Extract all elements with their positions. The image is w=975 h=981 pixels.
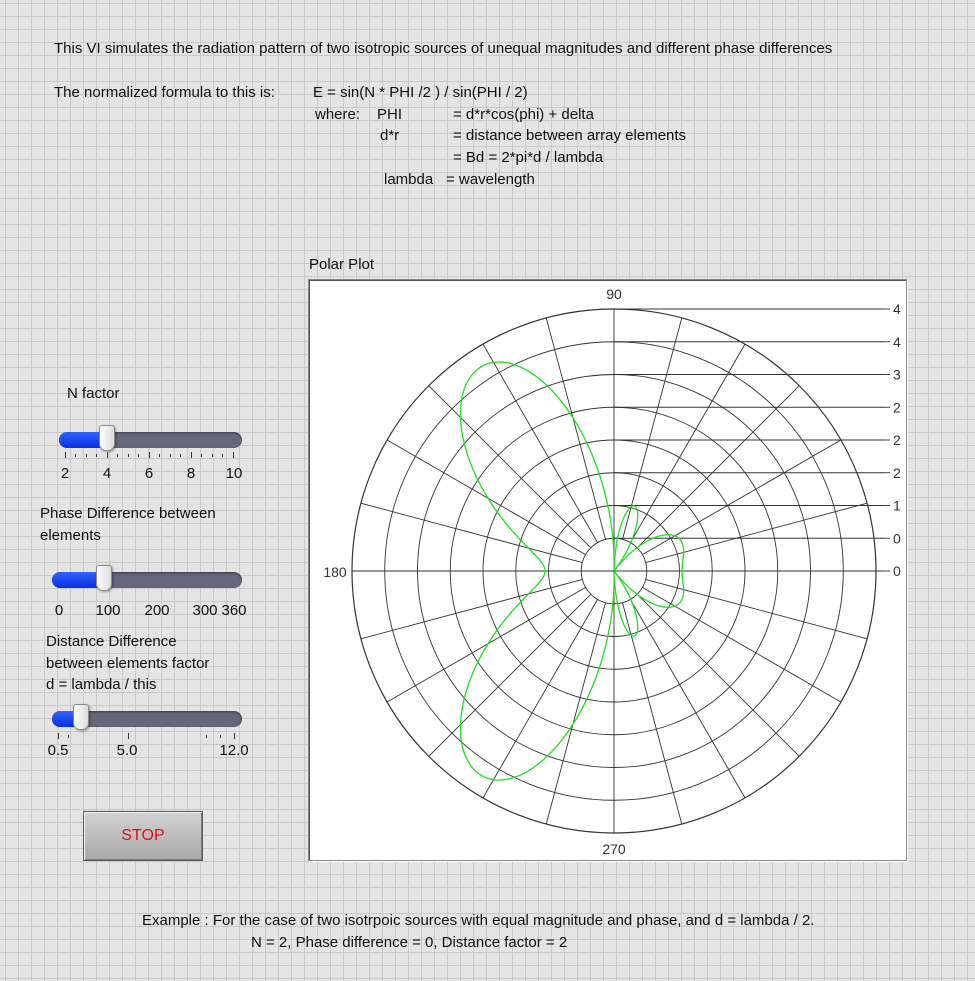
distance-label-line1: Distance Difference xyxy=(46,633,177,650)
distance-label-line2: between elements factor xyxy=(46,655,210,672)
radial-label: 2 xyxy=(893,399,901,416)
grid-spoke xyxy=(387,440,586,555)
distance-tick-0-5: 0.5 xyxy=(47,742,69,759)
n-factor-slider[interactable] xyxy=(59,432,242,448)
phi-label: PHI xyxy=(377,106,403,123)
distance-slider-thumb[interactable] xyxy=(73,704,89,730)
distance-tick-5: 5.0 xyxy=(116,742,138,759)
dr-label: d*r xyxy=(380,127,400,144)
phase-tick-0: 0 xyxy=(54,602,64,619)
phase-label-line2: elements xyxy=(40,527,101,544)
n-tick-2: 2 xyxy=(60,465,70,482)
n-factor-label: N factor xyxy=(67,385,120,402)
formula-intro: The normalized formula to this is: xyxy=(54,84,275,101)
grid-spoke xyxy=(630,344,745,543)
grid-spoke xyxy=(361,503,582,562)
radial-label: 1 xyxy=(893,497,901,514)
bd-definition: = Bd = 2*pi*d / lambda xyxy=(453,149,604,166)
grid-spoke xyxy=(646,503,867,562)
lambda-definition: = wavelength xyxy=(446,171,535,188)
radial-label: 4 xyxy=(893,333,901,350)
distance-label-line3: d = lambda / this xyxy=(46,676,157,693)
n-factor-slider-thumb[interactable] xyxy=(99,425,115,451)
grid-spoke xyxy=(642,440,841,555)
distance-tick-12: 12.0 xyxy=(219,742,249,759)
phi-definition: = d*r*cos(phi) + delta xyxy=(453,106,594,123)
distance-factor-slider[interactable] xyxy=(52,711,242,727)
angle-label-180: 180 xyxy=(323,564,347,580)
phase-tick-300: 300 xyxy=(192,602,218,619)
polar-plot xyxy=(309,280,906,860)
grid-spoke xyxy=(637,386,799,548)
phase-tick-100: 100 xyxy=(95,602,121,619)
grid-spoke xyxy=(483,344,598,543)
where-label: where: xyxy=(315,106,361,123)
n-tick-10: 10 xyxy=(225,465,243,482)
grid-spoke xyxy=(483,599,598,798)
radial-label: 4 xyxy=(893,301,901,317)
grid-spoke xyxy=(546,318,605,539)
grid-spoke xyxy=(361,579,582,638)
polar-plot-frame xyxy=(308,279,907,861)
description-text: This VI simulates the radiation pattern of two isotropic sources of unequal magnitudes and different phase differences xyxy=(54,40,833,57)
phase-slider-thumb[interactable] xyxy=(96,565,112,591)
radial-label: 2 xyxy=(893,464,901,481)
example-line1: Example : For the case of two isotrpoic sources with equal magnitude and phase, and d = lambda / 2. xyxy=(142,912,815,929)
formula-text: E = sin(N * PHI /2 ) / sin(PHI / 2) xyxy=(313,84,528,101)
grid-spoke xyxy=(630,599,745,798)
grid-spoke xyxy=(429,386,591,548)
angle-label-270: 270 xyxy=(602,841,626,857)
grid-spoke xyxy=(637,594,799,756)
grid-spoke xyxy=(646,579,867,638)
phase-difference-slider[interactable] xyxy=(52,572,242,588)
radial-label: 0 xyxy=(893,530,901,547)
grid-spoke xyxy=(429,594,591,756)
n-tick-4: 4 xyxy=(102,465,112,482)
dr-definition: = distance between array elements xyxy=(453,127,687,144)
polar-plot-label: Polar Plot xyxy=(309,256,375,273)
phase-tick-360: 360 xyxy=(221,602,247,619)
stop-button[interactable]: STOP xyxy=(83,811,203,861)
radial-label: 2 xyxy=(893,432,901,448)
radial-label: 3 xyxy=(893,366,901,383)
example-line2: N = 2, Phase difference = 0, Distance factor = 2 xyxy=(251,934,568,951)
phase-slider-fill xyxy=(52,572,102,588)
radial-label: 0 xyxy=(893,563,901,579)
angle-label-90: 90 xyxy=(606,286,622,302)
grid-spoke xyxy=(546,603,605,824)
grid-spoke xyxy=(387,587,586,702)
phase-label-line1: Phase Difference between xyxy=(40,505,216,522)
radial-labels xyxy=(893,301,901,579)
grid-spoke xyxy=(642,587,841,702)
phase-tick-200: 200 xyxy=(144,602,170,619)
n-tick-6: 6 xyxy=(144,465,154,482)
n-tick-8: 8 xyxy=(186,465,196,482)
lambda-label: lambda xyxy=(384,171,434,188)
